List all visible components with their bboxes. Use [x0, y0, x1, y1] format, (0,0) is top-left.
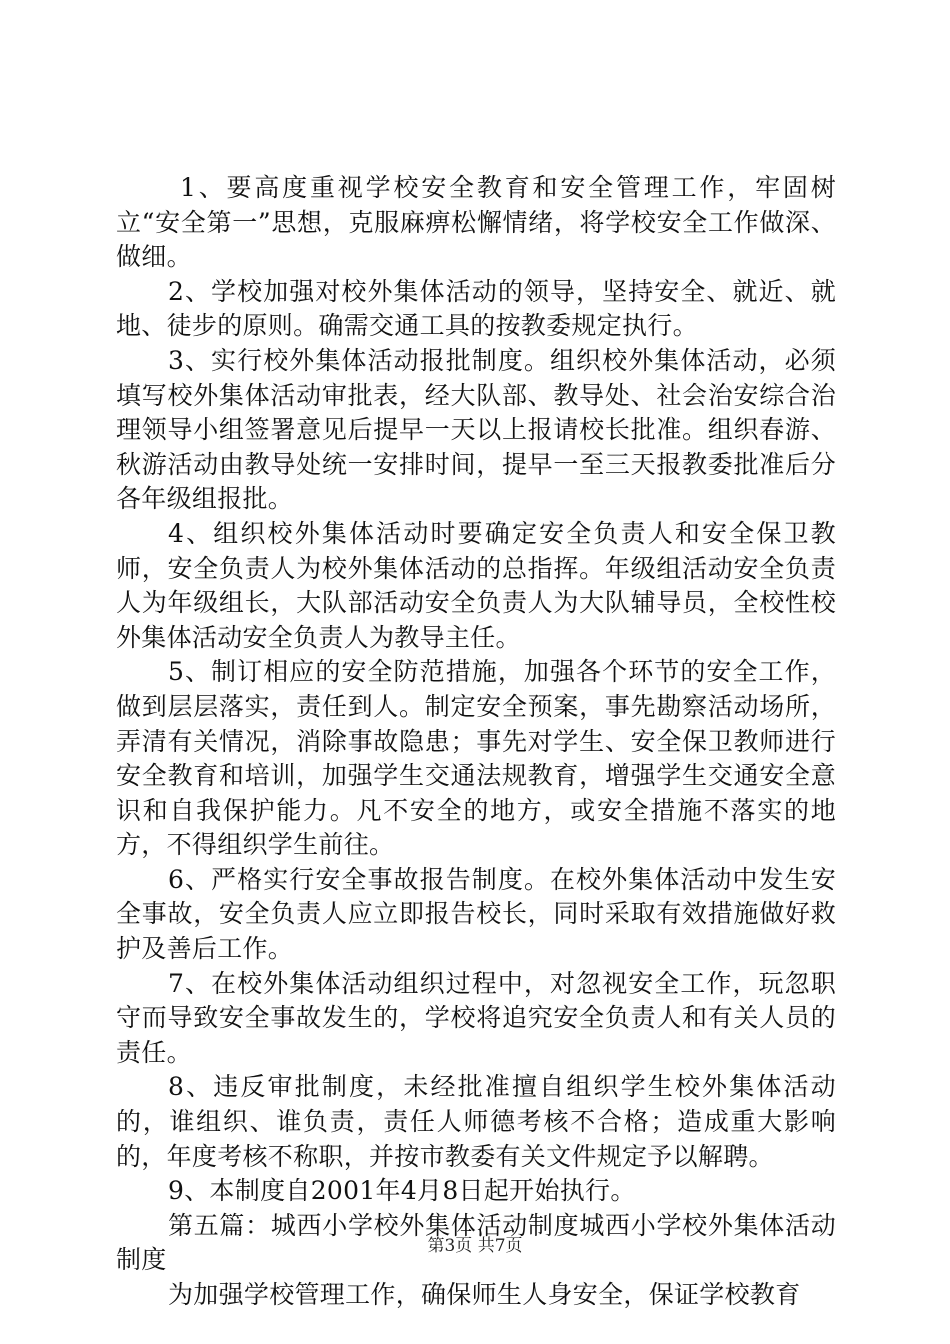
paragraph-item-7: 7、在校外集体活动组织过程中，对忽视安全工作，玩忽职守而导致安全事故发生的，学校将追究安全负责人和有关人员的责任。 — [116, 968, 836, 1067]
paragraph-item-5: 5、制订相应的安全防范措施，加强各个环节的安全工作，做到层层落实，责任到人。制定安全预案，事先勘察活动场所，弄清有关情况，消除事故隐患；事先对学生、安全保卫教师进行安全教育和培训，加强学生交通法规教育，增强学生交通安全意识和自我保护能力。凡不安全的地方，或安全措施不落实的地方，不得组织学生前往。 — [116, 657, 836, 860]
paragraph-item-8: 8、违反审批制度，未经批准擅自组织学生校外集体活动的，谁组织、谁负责，责任人师德考核不合格；造成重大影响的，年度考核不称职，并按市教委有关文件规定予以解聘。 — [116, 1072, 836, 1171]
paragraph-item-1: 1、要高度重视学校安全教育和安全管理工作，牢固树立“安全第一”思想，克服麻痹松懈情绪，将学校安全工作做深、做细。 — [116, 173, 836, 272]
paragraph-item-9: 9、本制度自2001年4月8日起开始执行。 — [168, 1176, 636, 1206]
paragraph-item-6: 6、严格实行安全事故报告制度。在校外集体活动中发生安全事故，安全负责人应立即报告校长，同时采取有效措施做好救护及善后工作。 — [116, 864, 836, 964]
paragraph-item-2: 2、学校加强对校外集体活动的领导，坚持安全、就近、就地、徒步的原则。确需交通工具的按教委规定执行。 — [116, 276, 836, 341]
paragraph-item-4: 4、组织校外集体活动时要确定安全负责人和安全保卫教师，安全负责人为校外集体活动的总指挥。年级组活动安全负责人为年级组长，大队部活动安全负责人为大队辅导员，全校性校外集体活动安全负责人为教导主任。 — [116, 518, 836, 652]
section-heading: 第五篇：城西小学校外集体活动制度城西小学校外集体活动制度 — [116, 1210, 836, 1275]
paragraph-item-3: 3、实行校外集体活动报批制度。组织校外集体活动，必须填写校外集体活动审批表，经大队部、教导处、社会治安综合治理领导小组签署意见后提早一天以上报请校长批准。组织春游、秋游活动由教导处统一安排时间，提早一至三天报教委批准后分各年级组报批。 — [116, 345, 836, 514]
document-body — [116, 171, 836, 1313]
paragraph-item-intro: 为加强学校管理工作，确保师生人身安全，保证学校教育 — [168, 1280, 801, 1309]
page-number-footer: 第3页 共7页 — [427, 1236, 523, 1256]
